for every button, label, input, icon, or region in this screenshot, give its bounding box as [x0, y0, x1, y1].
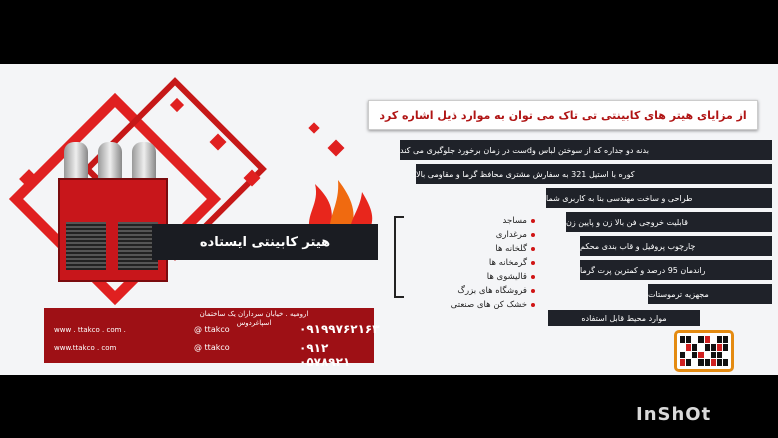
list-item [405, 214, 535, 228]
headline: از مزایای هیتر های کابینتی تی تاک می توان به موارد ذیل اشاره کرد [368, 100, 758, 130]
list-item [405, 298, 535, 312]
decorative-square [328, 140, 345, 157]
bullet-icon [531, 219, 535, 223]
places-list [405, 214, 535, 312]
website-link[interactable]: www . ttakco . com . [54, 326, 126, 334]
instagram-handle[interactable]: @ ttakco [194, 343, 230, 352]
contact-panel [44, 308, 380, 369]
place-label: گلخانه ها [495, 244, 527, 254]
exhaust-pipe [64, 142, 88, 182]
inshot-watermark: InShOt [636, 404, 712, 425]
qr-code-icon [674, 330, 734, 372]
place-label: خشک کن های صنعتی [450, 300, 527, 310]
place-label: قالیشوی ها [486, 272, 527, 282]
instagram-handle[interactable]: @ ttakco [194, 325, 230, 334]
bullet-icon [531, 247, 535, 251]
places-bracket [394, 216, 404, 298]
heater-grill [66, 222, 106, 270]
place-label: گرمخانه ها [488, 258, 527, 268]
usage-label: موارد محیط قابل استفاده [548, 310, 700, 326]
place-label: مساجد [502, 216, 527, 226]
heater-image [58, 142, 168, 282]
decorative-square [308, 122, 319, 133]
bullet-icon [531, 289, 535, 293]
place-label: فروشگاه های بزرگ [457, 286, 527, 296]
list-item [405, 256, 535, 270]
place-label: مرغداری [495, 230, 527, 240]
exhaust-pipe [98, 142, 122, 182]
list-item [405, 242, 535, 256]
feature-item: مجهزیه ترموستات [648, 284, 772, 304]
bullet-icon [531, 303, 535, 307]
feature-item: کوره با استیل 321 به سفارش مشتری محافظ گرما و مقاومی بالا [416, 164, 772, 184]
phone-number[interactable]: ۰۹۱۲ ۰۵۷۸۹۲۱ [299, 341, 351, 369]
phone-number[interactable]: ۰۹۱۹۹۷۶۲۱۶۳ [299, 322, 380, 336]
list-item [405, 228, 535, 242]
bullet-icon [531, 261, 535, 265]
address: ارومیه . خیابان سرداران یک ساختمان اسپاغردوس [199, 310, 309, 327]
feature-item: طراحی و ساخت مهندسی بنا به کاربری شما [546, 188, 772, 208]
flyer-canvas [0, 64, 778, 375]
bullet-icon [531, 233, 535, 237]
website-link[interactable]: www.ttakco . com [54, 344, 117, 352]
feature-item: بدنه دو جداره که از سوختن لباس وdست در زمان برخورد جلوگیری می کند [400, 140, 772, 160]
feature-item: چارچوب پروفیل و قاب بندی محکم [580, 236, 772, 256]
exhaust-pipe [132, 142, 156, 182]
feature-item: راندمان 95 درصد و کمترین پرت گرما [580, 260, 772, 280]
list-item [405, 284, 535, 298]
bullet-icon [531, 275, 535, 279]
feature-item: قابلیت خروجی فن بالا زن و پایین زن [566, 212, 772, 232]
list-item [405, 270, 535, 284]
product-title: هیتر کابینتی ایستاده [152, 224, 378, 260]
